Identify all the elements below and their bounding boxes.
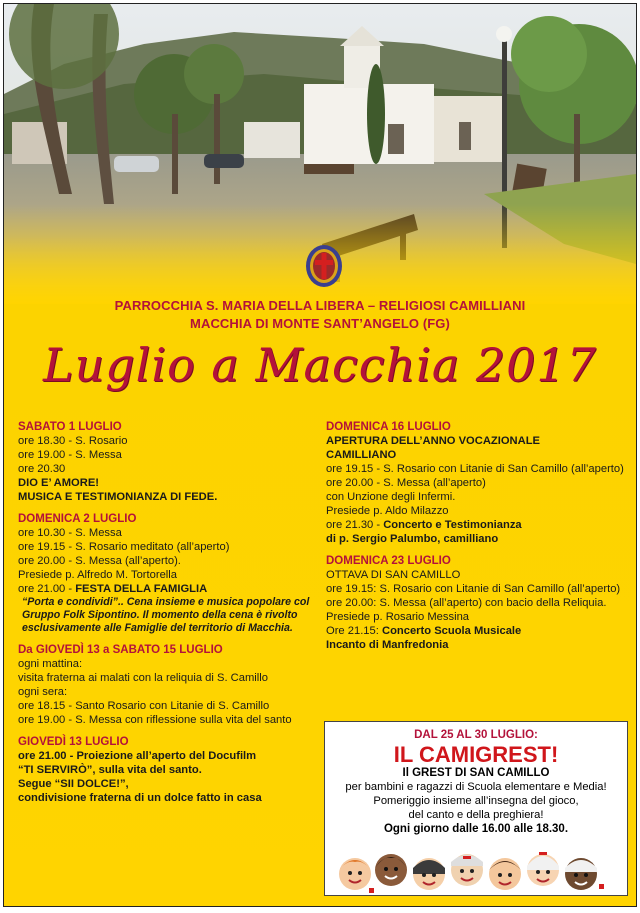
event-highlight: MUSICA E TESTIMONIANZA DI FEDE.	[18, 491, 218, 503]
event-highlight: DIO E’ AMORE!	[18, 477, 100, 489]
camigrest-subtitle: Il GREST DI SAN CAMILLO	[402, 767, 550, 779]
event-highlight: APERTURA DELL’ANNO VOCAZIONALE	[326, 435, 541, 447]
schedule-line: ore 20.00 - S. Messa (all’aperto).	[18, 555, 181, 567]
schedule-line: ore 19.15 - S. Rosario meditato (all’aperto)	[18, 541, 230, 553]
event-highlight: FESTA DELLA FAMIGLIA	[75, 583, 208, 595]
schedule-line	[18, 582, 318, 596]
schedule-line: Presiede p. Aldo Milazzo	[326, 505, 449, 517]
event-date-heading: GIOVEDÌ 13 LUGLIO	[18, 736, 129, 748]
event-highlight: Concerto Scuola Musicale	[381, 625, 522, 637]
event-highlight: Concerto e Testimonianza	[383, 519, 522, 531]
schedule-line: ore 19.15: S. Rosario con Litanie di San Camillo (all’aperto)	[326, 583, 621, 595]
schedule-line: ore 19.15 - S. Rosario con Litanie di San Camillo (all’aperto)	[326, 463, 624, 475]
poster-title: Luglio a Macchia 2017	[43, 338, 597, 392]
schedule-line: ore 18.15 - Santo Rosario con Litanie di S. Camillo	[18, 700, 270, 712]
schedule-line: ore 20.00: S. Messa (all’aperto) con bacio della Reliquia.	[326, 597, 607, 609]
schedule-line	[326, 518, 626, 532]
schedule-line: ore 19.00 - S. Messa	[18, 449, 122, 461]
event-highlight: “TI SERVIRÒ”, sulla vita del santo.	[18, 764, 202, 776]
event-date-heading: DOMENICA 2 LUGLIO	[18, 513, 137, 525]
schedule-line: visita fraterna ai malati con la reliquia di S. Camillo	[18, 672, 268, 684]
camigrest-text: Pomeriggio insieme all’insegna del gioco,	[373, 795, 579, 807]
camigrest-box	[324, 721, 628, 896]
event-highlight: Segue “SII DOLCE!”,	[18, 778, 129, 790]
event-date-heading: SABATO 1 LUGLIO	[18, 421, 122, 433]
schedule-line: Presiede p. Alfredo M. Tortorella	[18, 569, 177, 581]
organization-name: PARROCCHIA S. MARIA DELLA LIBERA – RELIGIOSI CAMILLIANI	[114, 298, 526, 313]
schedule-time: ore 21.30 -	[326, 519, 384, 531]
camigrest-schedule: Ogni giorno dalle 16.00 alle 18.30.	[383, 823, 569, 835]
schedule-line: ore 20.30	[18, 463, 66, 475]
schedule-line: ore 10.30 - S. Messa	[18, 527, 122, 539]
camigrest-text: del canto e della preghiera!	[408, 809, 544, 821]
cross-emblem-icon	[304, 244, 344, 288]
schedule-line: Presiede p. Rosario Messina	[326, 611, 470, 623]
schedule-line: ogni mattina:	[18, 658, 83, 670]
schedule-line: ore 20.00 - S. Messa (all’aperto)	[326, 477, 486, 489]
event-highlight: Incanto di Manfredonia	[326, 639, 449, 651]
children-faces-illustration	[333, 840, 619, 896]
event-quote: “Porta e condividi”	[22, 596, 118, 608]
event-description-text: .. Cena insieme e musica popolare col Gruppo Folk Sipontino. Il momento della cena è rivolto esclusivamente alle Famiglie del territorio di Macchia.	[22, 596, 310, 634]
camigrest-text: per bambini e ragazzi di Scuola elementare e Media!	[345, 781, 607, 793]
schedule-line: ore 19.00 - S. Messa con riflessione sulla vita del santo	[18, 714, 292, 726]
program-left-column	[18, 420, 318, 805]
schedule-time: Ore 21.15:	[326, 625, 382, 637]
event-poster	[3, 3, 637, 907]
organization-location: MACCHIA DI MONTE SANT’ANGELO (FG)	[190, 316, 450, 331]
event-date-heading: Da GIOVEDÌ 13 a SABATO 15 LUGLIO	[18, 644, 223, 656]
event-highlight: CAMILLIANO	[326, 449, 397, 461]
schedule-line: OTTAVA DI SAN CAMILLO	[326, 569, 461, 581]
event-date-heading: DOMENICA 23 LUGLIO	[326, 555, 451, 567]
schedule-line: ogni sera:	[18, 686, 68, 698]
event-highlight: di p. Sergio Palumbo, camilliano	[326, 533, 499, 545]
camigrest-title: IL CAMIGREST!	[393, 742, 559, 767]
event-highlight: condivisione fraterna di un dolce fatto in casa	[18, 792, 262, 804]
camigrest-dates: DAL 25 AL 30 LUGLIO:	[414, 729, 538, 741]
event-description	[18, 596, 318, 635]
program-right-column	[326, 420, 626, 652]
schedule-line: ore 18.30 - S. Rosario	[18, 435, 128, 447]
schedule-line: con Unzione degli Infermi.	[326, 491, 456, 503]
schedule-line	[326, 624, 626, 638]
schedule-time: ore 21.00 -	[18, 583, 76, 595]
event-highlight: ore 21.00 - Proiezione all’aperto del Docufilm	[18, 750, 257, 762]
event-date-heading: DOMENICA 16 LUGLIO	[326, 421, 451, 433]
